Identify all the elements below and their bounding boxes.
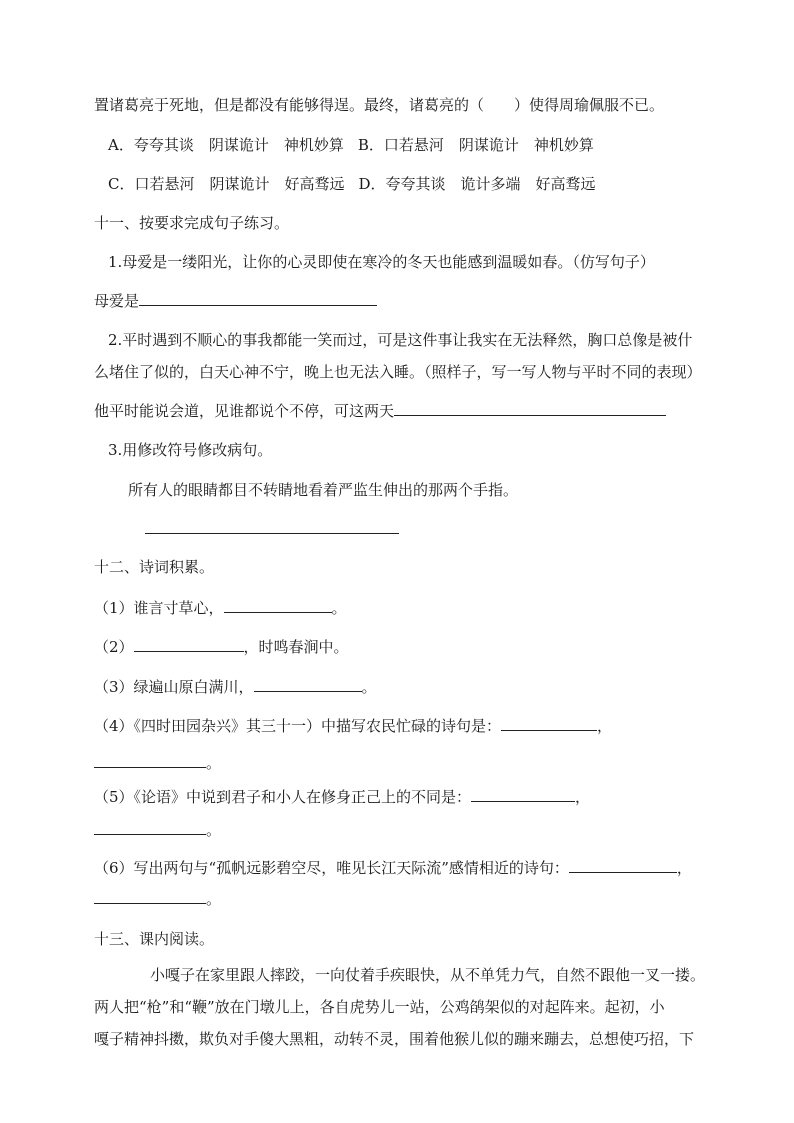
q12-item1-text: （1）谁言寸草心， <box>94 599 224 617</box>
q12-item4-cont <box>94 752 221 773</box>
q11-item2-answer <box>94 400 666 421</box>
q11-item3-text: 3.用修改符号修改病句。 <box>108 441 273 459</box>
q10-options-row-2 <box>108 174 596 194</box>
answer-blank[interactable] <box>471 786 575 802</box>
answer-blank[interactable] <box>94 752 206 768</box>
answer-blank[interactable] <box>145 518 399 534</box>
q13-paragraph-line1: 小嘎子在家里跟人摔跤，一向仗着手疾眼快，从不单凭力气，自然不跟他一叉一搂。 <box>150 966 706 984</box>
q11-item1-text: 1.母爱是一缕阳光，让你的心灵即使在寒冷的冬天也能感到温暖如春。（仿写句子） <box>108 253 655 271</box>
option-d: D．夸夸其谈 诡计多端 好高骛远 <box>358 175 596 193</box>
punctuation: 。 <box>206 754 222 772</box>
q12-item1 <box>94 597 347 618</box>
answer-blank[interactable] <box>224 597 332 613</box>
q12-item6-cont <box>94 888 221 909</box>
q13-paragraph-line2: 两人把“枪”和“鞭”放在门墩儿上，各自虎势儿一站，公鸡鹐架似的对起阵来。起初，小 <box>94 998 665 1016</box>
q12-item3-text: （3）绿遍山原白满川， <box>94 678 254 696</box>
q12-item4 <box>94 715 612 736</box>
answer-blank[interactable] <box>94 819 206 835</box>
answer-blank[interactable] <box>501 715 597 731</box>
option-c: C．口若悬河 阴谋诡计 好高骛远 <box>108 175 345 193</box>
q11-item2-line1: 2.平时遇到不顺心的事我都能一笑而过，可是这件事让我实在无法释然，胸口总像是被什 <box>108 331 693 349</box>
q11-heading: 十一、按要求完成句子练习。 <box>94 214 290 232</box>
answer-blank[interactable] <box>569 857 677 873</box>
punctuation: ， <box>676 859 692 877</box>
punctuation: ， <box>575 788 591 806</box>
q10-continued-text: 置诸葛亮于死地，但是都没有能够得逞。最终，诸葛亮的（ ）使得周瑜佩服不已。 <box>94 96 665 114</box>
q11-item3-sentence: 所有人的眼睛都目不转睛地看着严监生伸出的那两个手指。 <box>128 481 519 499</box>
q12-item3 <box>94 676 377 697</box>
option-a: A．夸夸其谈 阴谋诡计 神机妙算 <box>108 136 344 154</box>
q12-item5-cont <box>94 819 221 840</box>
q12-item5-text: （5）《论语》中说到君子和小人在修身正己上的不同是： <box>94 788 472 806</box>
punctuation: 。 <box>206 890 222 908</box>
q11-item2-prefix: 他平时能说会道，见谁都说个不停，可这两天 <box>94 402 395 420</box>
q12-item2 <box>94 636 349 657</box>
answer-blank[interactable] <box>254 676 362 692</box>
q11-item1-prefix: 母爱是 <box>94 292 140 310</box>
q11-item2-line2: 么堵住了似的，白天心神不宁，晚上也无法入睡。（照样子，写一写人物与平时不同的表现） <box>94 363 702 381</box>
q12-heading: 十二、诗词积累。 <box>94 558 215 576</box>
punctuation: ， <box>597 717 613 735</box>
q12-item6 <box>94 857 692 878</box>
q13-heading: 十三、课内阅读。 <box>94 930 215 948</box>
punctuation: 。 <box>331 599 347 617</box>
q12-item2-text: ，时鸣春涧中。 <box>243 638 349 656</box>
q10-options-row-1 <box>108 135 594 155</box>
punctuation: 。 <box>361 678 377 696</box>
q12-item4-text: （4）《四时田园杂兴》其三十一）中描写农民忙碌的诗句是： <box>94 717 502 735</box>
q11-item3-answer <box>145 518 399 539</box>
punctuation: 。 <box>206 821 222 839</box>
q12-item6-text: （6）写出两句与“孤帆远影碧空尽，唯见长江天际流”感情相近的诗句： <box>94 859 569 877</box>
answer-blank[interactable] <box>394 400 666 416</box>
answer-blank[interactable] <box>134 636 244 652</box>
answer-blank[interactable] <box>94 888 206 904</box>
q11-item1-answer <box>94 290 377 311</box>
q12-item2-number: （2） <box>94 638 134 656</box>
q12-item5 <box>94 786 590 807</box>
option-b: B．口若悬河 阴谋诡计 神机妙算 <box>357 136 594 154</box>
answer-blank[interactable] <box>139 290 377 306</box>
q13-paragraph-line3: 嘎子精神抖擞，欺负对手傻大黑粗，动转不灵，围着他猴儿似的蹦来蹦去，总想使巧招，下 <box>94 1030 695 1048</box>
